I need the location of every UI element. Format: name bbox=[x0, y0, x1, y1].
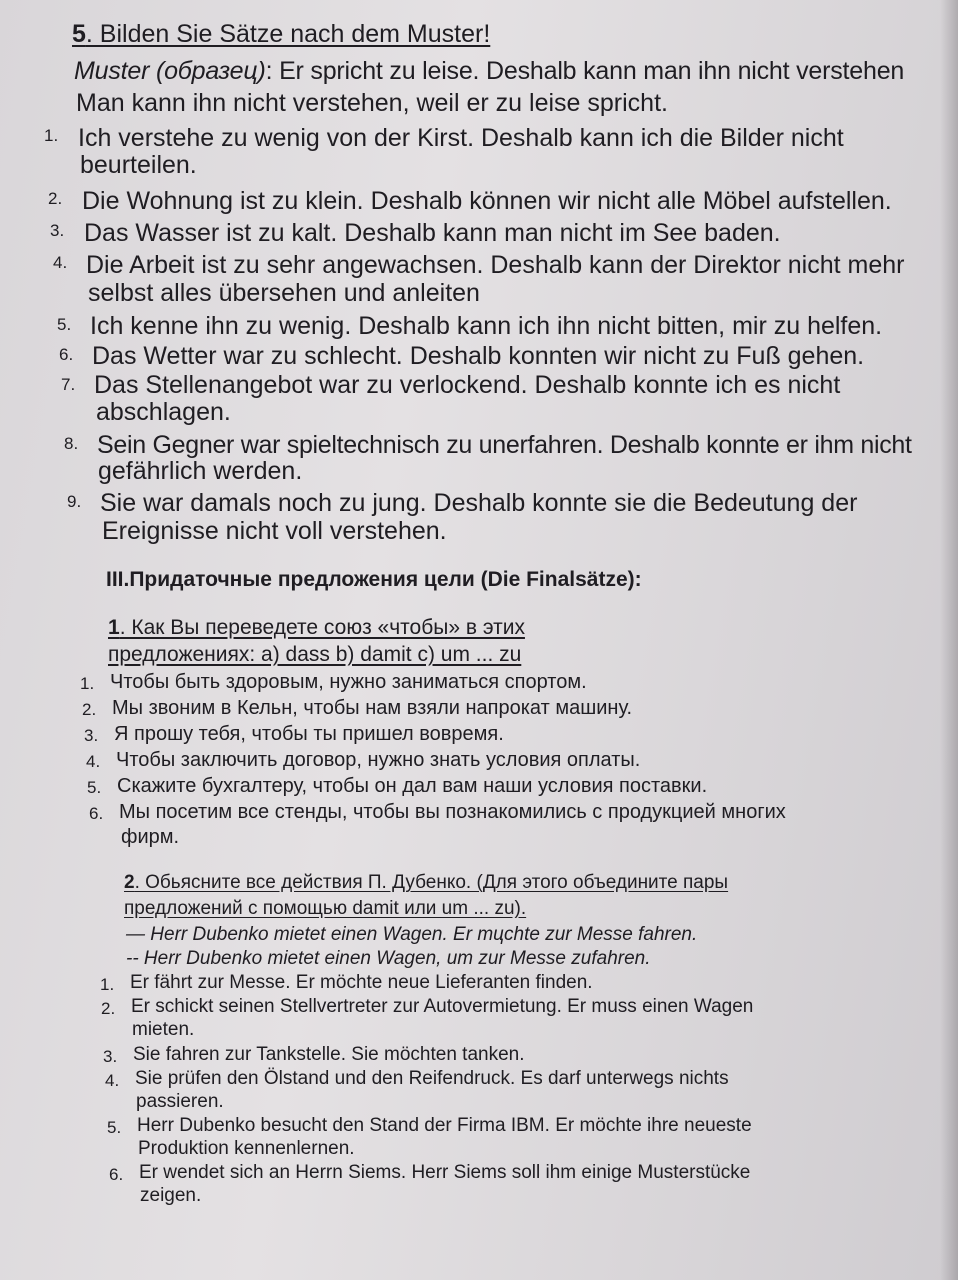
list-item: Чтобы заключить договор, нужно знать условия оплаты. bbox=[116, 749, 641, 771]
list-item: Das Stellenangebot war zu verlockend. Deshalb konnte ich es nicht bbox=[94, 371, 841, 399]
list-item: Er fährt zur Messe. Er möchte neue Lieferanten finden. bbox=[130, 972, 593, 993]
list-item: Sie prüfen den Ölstand und den Reifendruck. Es darf unterwegs nichts bbox=[135, 1068, 729, 1089]
muster-label: Muster (образец) bbox=[74, 57, 266, 85]
list-item: Die Wohnung ist zu klein. Deshalb können wir nicht alle Möbel aufstellen. bbox=[82, 187, 892, 215]
section-5-title-text: . Bilden Sie Sätze nach dem Muster! bbox=[85, 20, 491, 48]
list-item-continued: passieren. bbox=[136, 1091, 224, 1112]
exercise-1-title-text: . Как Вы переведете союз «чтобы» в этих bbox=[119, 616, 525, 639]
item-number: 3. bbox=[84, 726, 99, 745]
item-number: 5. bbox=[107, 1118, 122, 1137]
exercise-2-title-continued: предложений с помощью damit или um ... zu). bbox=[124, 898, 527, 919]
exercise-2-number: 2 bbox=[124, 872, 135, 893]
item-number: 4. bbox=[86, 752, 101, 771]
item-number: 4. bbox=[53, 253, 68, 272]
item-number: 8. bbox=[64, 434, 79, 453]
list-item: Скажите бухгалтеру, чтобы он дал вам наши условия поставки. bbox=[117, 775, 708, 797]
item-number: 1. bbox=[44, 126, 59, 145]
exercise-2-title-text: . Обьясните все действия П. Дубенко. (Для этого объедините пары bbox=[134, 872, 729, 893]
list-item: Er wendet sich an Herrn Siems. Herr Siems soll ihm einige Musterstücke bbox=[139, 1162, 751, 1183]
list-item: Herr Dubenko besucht den Stand der Firma IBM. Er möchte ihre neueste bbox=[137, 1115, 752, 1136]
item-number: 6. bbox=[59, 345, 74, 364]
exercise-2-title bbox=[124, 872, 728, 894]
item-number: 1. bbox=[80, 674, 95, 693]
paper-edge-shadow bbox=[940, 0, 958, 1280]
list-item: Я прошу тебя, чтобы ты пришел вовремя. bbox=[114, 723, 504, 745]
muster-line bbox=[74, 57, 904, 86]
list-item: Мы звоним в Кельн, чтобы нам взяли напрокат машину. bbox=[112, 697, 633, 719]
list-item: Er schickt seinen Stellvertreter zur Autovermietung. Er muss einen Wagen bbox=[131, 996, 754, 1017]
section-3-heading: III.Придаточные предложения цели (Die Finalsätze): bbox=[106, 568, 642, 591]
list-item: Ich verstehe zu wenig von der Kirst. Deshalb kann ich die Bilder nicht bbox=[78, 124, 844, 152]
item-number: 2. bbox=[101, 999, 116, 1018]
list-item: Ich kenne ihn zu wenig. Deshalb kann ich ihn nicht bitten, mir zu helfen. bbox=[90, 312, 883, 340]
list-item: Das Wetter war zu schlecht. Deshalb konnten wir nicht zu Fuß gehen. bbox=[92, 342, 865, 370]
section-5-number: 5 bbox=[72, 20, 86, 48]
list-item-continued: фирм. bbox=[121, 826, 180, 848]
list-item: Чтобы быть здоровым, нужно заниматься спортом. bbox=[110, 671, 587, 693]
list-item: Мы посетим все стенды, чтобы вы познакомились с продукцией многих bbox=[119, 801, 786, 823]
list-item: Sie war damals noch zu jung. Deshalb konnte sie die Bedeutung der bbox=[100, 489, 858, 517]
muster-answer: Man kann ihn nicht verstehen, weil er zu leise spricht. bbox=[76, 89, 668, 117]
list-item: Sein Gegner war spieltechnisch zu unerfahren. Deshalb konnte er ihm nicht bbox=[97, 431, 912, 459]
item-number: 3. bbox=[50, 221, 65, 240]
item-number: 5. bbox=[87, 778, 102, 797]
item-number: 3. bbox=[103, 1047, 118, 1066]
list-item-continued: abschlagen. bbox=[96, 398, 231, 426]
exercise-1-title-continued: предложениях: a) dass b) damit c) um ... zu bbox=[108, 643, 522, 666]
list-item-continued: Ereignisse nicht voll verstehen. bbox=[102, 517, 447, 545]
section-5-title bbox=[72, 20, 490, 49]
exercise-1-number: 1 bbox=[108, 616, 120, 639]
list-item: Sie fahren zur Tankstelle. Sie möchten tanken. bbox=[133, 1044, 525, 1065]
example-answer: -- Herr Dubenko mietet einen Wagen, um zur Messe zufahren. bbox=[126, 948, 651, 969]
list-item: Das Wasser ist zu kalt. Deshalb kann man nicht im See baden. bbox=[84, 219, 781, 247]
list-item-continued: zeigen. bbox=[140, 1185, 202, 1206]
list-item-continued: beurteilen. bbox=[80, 151, 197, 179]
item-number: 2. bbox=[48, 189, 63, 208]
muster-text: : Er spricht zu leise. Deshalb kann man ihn nicht verstehen bbox=[265, 57, 905, 85]
list-item-continued: gefährlich werden. bbox=[98, 457, 303, 485]
item-number: 4. bbox=[105, 1071, 120, 1090]
example-sentence: — Herr Dubenko mietet einen Wagen. Er mцchte zur Messe fahren. bbox=[126, 924, 698, 945]
exercise-1-title bbox=[108, 616, 525, 640]
list-item: Die Arbeit ist zu sehr angewachsen. Deshalb kann der Direktor nicht mehr bbox=[86, 251, 905, 279]
list-item-continued: mieten. bbox=[132, 1019, 195, 1040]
item-number: 2. bbox=[82, 700, 97, 719]
item-number: 6. bbox=[109, 1165, 124, 1184]
item-number: 7. bbox=[61, 375, 76, 394]
item-number: 9. bbox=[67, 492, 82, 511]
item-number: 1. bbox=[100, 975, 115, 994]
item-number: 6. bbox=[89, 804, 104, 823]
item-number: 5. bbox=[57, 315, 72, 334]
list-item-continued: Produktion kennenlernen. bbox=[138, 1138, 355, 1159]
list-item-continued: selbst alles übersehen und anleiten bbox=[88, 279, 480, 307]
